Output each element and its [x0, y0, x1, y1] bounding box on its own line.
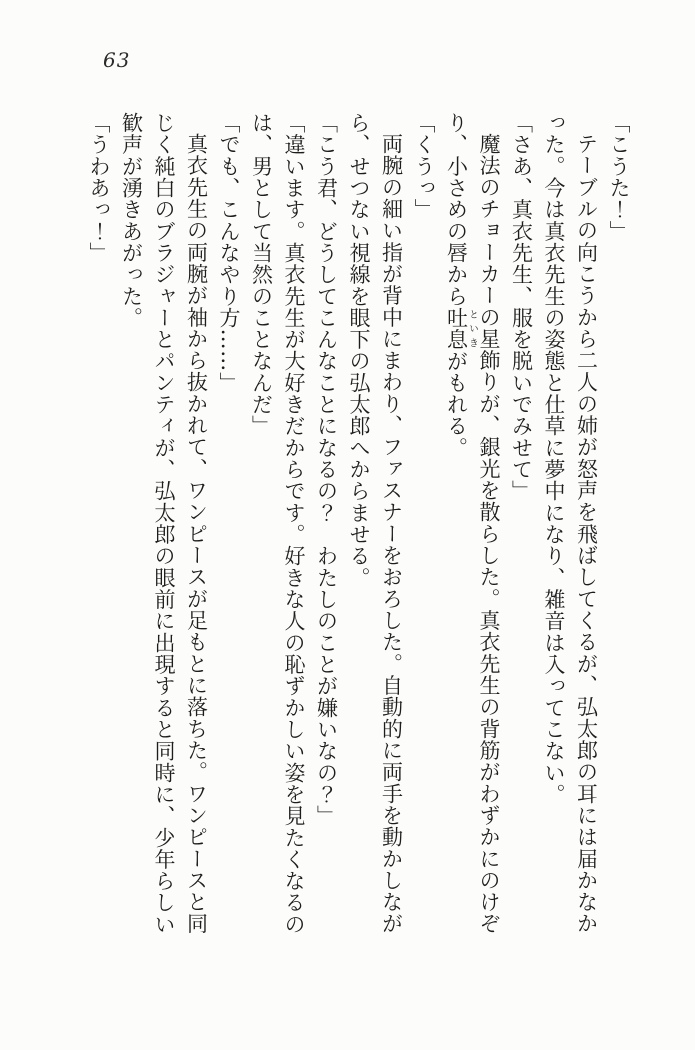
dialogue-paragraph: 「こう君、どうしてこんなことになるの？ わたしのことが嫌いなの？」	[314, 112, 339, 827]
page-text	[82, 112, 635, 936]
narration-paragraph: テーブルの向こうから二人の姉が怒声を飛ばしてくるが、弘太郎の耳には届かなかった。今は真衣先生の姿態と仕草に夢中になり、雑音は入ってこない。	[542, 112, 599, 935]
dialogue-paragraph: 「でも、こんなやり方……」	[217, 112, 241, 394]
narration-paragraph: 魔法のチョーカーの星飾りが、銀光を散らした。真衣先生の背筋がわずかにのけぞり、小さめの唇から吐息といきがもれる。	[444, 112, 501, 935]
dialogue-paragraph: 「さあ、真衣先生、服を脱いでみせて」	[509, 112, 534, 502]
dialogue-paragraph: 「うわあっ！」	[87, 112, 111, 264]
dialogue-paragraph: 「くうっ」	[412, 112, 436, 221]
narration-paragraph: 真衣先生の両腕が袖から抜かれて、ワンピースが足もとに落ちた。ワンピースと同じく純白のブラジャーとパンティが、弘太郎の眼前に出現すると同時に、少年らしい歓声が湧きあがった。	[119, 112, 209, 936]
dialogue-paragraph: 「違います。真衣先生が大好きだからです。好きな人の恥ずかしい姿を見たくなるのは、男として当然のことなんだ」	[249, 112, 306, 936]
narration-paragraph: 両腕の細い指が背中にまわり、ファスナーをおろした。自動的に両手を動かしながら、せつない視線を眼下の弘太郎へからませる。	[347, 112, 404, 935]
ruby-annotated-word: 吐息といき	[444, 306, 478, 351]
dialogue-paragraph: 「こうた！」	[607, 112, 631, 242]
page-number: 63	[103, 48, 131, 72]
